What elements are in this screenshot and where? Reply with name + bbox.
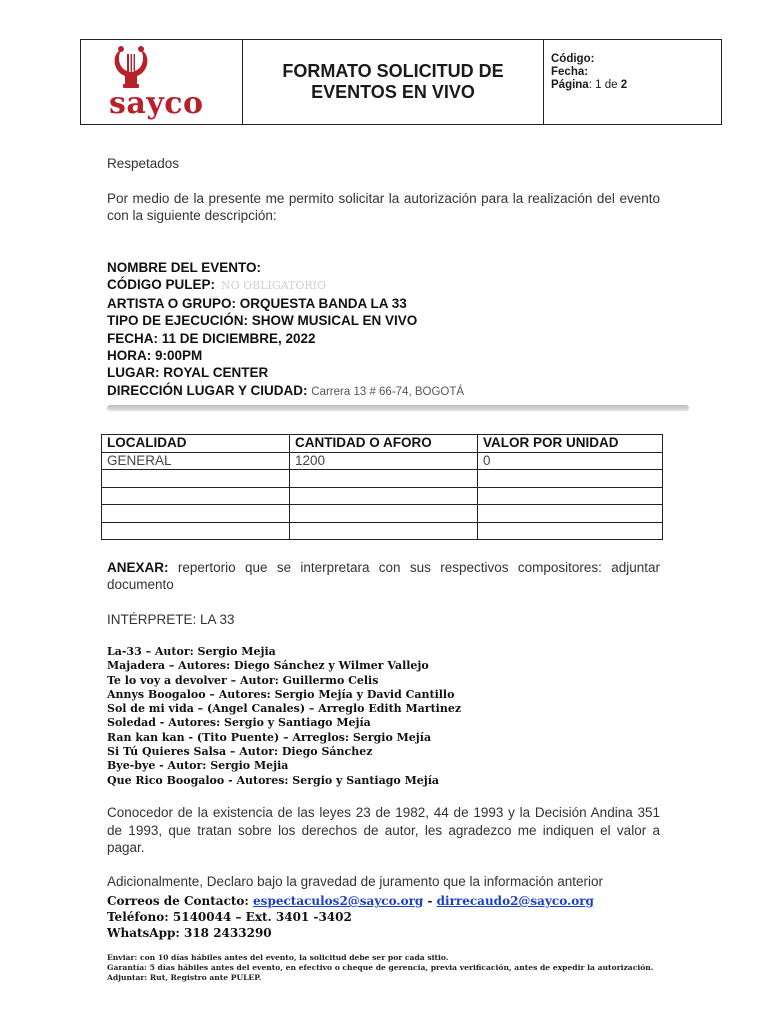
anexar-text: repertorio que se interpretara con sus respectivos compositores: adjuntar documento [107, 560, 660, 592]
table-header-valor: VALOR POR UNIDAD [478, 435, 663, 453]
interprete-line: INTÉRPRETE: LA 33 [107, 612, 235, 627]
table-header-row [102, 435, 663, 453]
email-separator: - [423, 894, 437, 908]
document-meta [544, 40, 721, 124]
table-cell [290, 470, 478, 488]
field-direccion-value: Carrera 13 # 66-74, BOGOTÁ [311, 385, 465, 398]
separator-shadow [107, 405, 689, 411]
table-cell [478, 487, 663, 505]
list-item: Majadera – Autores: Diego Sánchez y Wilmer Vallejo [107, 659, 429, 673]
pagina-label: Página [551, 79, 589, 91]
field-direccion-label: DIRECCIÓN LUGAR Y CIUDAD: [107, 382, 308, 398]
lyre-logo-icon [107, 44, 155, 90]
pagina-sep: : 1 de [588, 79, 621, 91]
table-row [102, 522, 663, 540]
list-item: Soledad - Autores: Sergio y Santiago Mejía [107, 716, 371, 730]
field-nombre: NOMBRE DEL EVENTO: [107, 260, 262, 275]
list-item: Ran kan kan - (Tito Puente) – Arreglos: Sergio Mejía [107, 730, 432, 744]
footnote-garantia: Garantía: 5 días hábiles antes del evento, en efectivo o cheque de gerencia, previa verificación, antes de expedir la autorización. [107, 963, 654, 972]
table-row [102, 487, 663, 505]
table-cell [290, 487, 478, 505]
table-row [102, 470, 663, 488]
list-item: Que Rico Boogaloo - Autores: Sergio y Santiago Mejía [107, 773, 440, 787]
document-title [243, 40, 544, 124]
correos-label: Correos de Contacto: [107, 894, 249, 908]
table-cell [102, 522, 290, 540]
field-codigo-value: NO OBLIGATORIO [221, 279, 327, 293]
document-header [80, 39, 722, 125]
footnotes [107, 953, 653, 983]
pagina-total: 2 [620, 79, 628, 91]
table-cell [102, 505, 290, 523]
footnote-adjuntar: Adjuntar: Rut, Registro ante PULEP. [107, 973, 262, 982]
logo-wordmark: sayco [109, 86, 204, 121]
table-row [102, 505, 663, 523]
event-fields [107, 259, 464, 401]
anexar-label: ANEXAR: [107, 560, 169, 575]
table-cell [102, 487, 290, 505]
table-row [102, 452, 663, 470]
field-direccion [107, 382, 464, 401]
list-item: Si Tú Quieres Salsa – Autor: Diego Sánchez [107, 745, 373, 759]
table-cell: 1200 [290, 452, 478, 470]
list-item: Sol de mi vida – (Angel Canales) – Arreglo Edith Martinez [107, 702, 462, 716]
table-cell [478, 470, 663, 488]
list-item: Te lo voy a devolver – Autor: Guillermo Celis [107, 673, 379, 687]
table-cell [478, 505, 663, 523]
intro-paragraph: Por medio de la presente me permito solicitar la autorización para la realización del evento con la siguiente descripción: [107, 191, 660, 223]
greeting: Respetados [107, 156, 180, 171]
list-item: Annys Boogaloo – Autores: Sergio Mejía y David Cantillo [107, 687, 455, 701]
fecha-label: Fecha: [551, 66, 589, 78]
email-link-espectaculos[interactable]: espectaculos2@sayco.org [253, 894, 424, 908]
localidad-table [101, 434, 663, 540]
field-codigo [107, 276, 464, 294]
telefono-line: Teléfono: 5140044 – Ext. 3401 -3402 [107, 910, 352, 924]
table-cell [102, 470, 290, 488]
table-cell [290, 522, 478, 540]
field-lugar: LUGAR: ROYAL CENTER [107, 365, 269, 381]
title-line-2: EVENTOS EN VIVO [311, 82, 475, 102]
table-cell [478, 522, 663, 540]
table-header-localidad: LOCALIDAD [102, 435, 290, 453]
anexar-paragraph [107, 559, 660, 593]
footnote-enviar: Enviar: con 10 días hábiles antes del evento, la solicitud debe ser por cada sitio. [107, 953, 449, 962]
field-fecha: FECHA: 11 DE DICIEMBRE, 2022 [107, 330, 316, 346]
title-line-1: FORMATO SOLICITUD DE [282, 61, 504, 81]
table-header-cantidad: CANTIDAD O AFORO [290, 435, 478, 453]
list-item: La-33 – Autor: Sergio Mejia [107, 645, 276, 658]
list-item: Bye-bye - Autor: Sergio Mejia [107, 759, 289, 773]
adicional-paragraph: Adicionalmente, Declaro bajo la gravedad de juramento que la información anterior [107, 874, 604, 889]
table-cell: GENERAL [102, 452, 290, 470]
field-tipo: TIPO DE EJECUCIÓN: SHOW MUSICAL EN VIVO [107, 313, 418, 329]
field-artista: ARTISTA O GRUPO: ORQUESTA BANDA LA 33 [107, 295, 407, 311]
email-link-dirrecaudo[interactable]: dirrecaudo2@sayco.org [436, 894, 594, 908]
codigo-label: Código: [551, 53, 595, 65]
logo-cell [81, 40, 243, 124]
field-hora: HORA: 9:00PM [107, 348, 203, 364]
field-codigo-label: CÓDIGO PULEP: [107, 277, 216, 293]
whatsapp-line: WhatsApp: 318 2433290 [107, 926, 272, 940]
contact-block [107, 893, 594, 941]
repertoire-list [107, 645, 461, 788]
conocedor-paragraph: Conocedor de la existencia de las leyes 23 de 1982, 44 de 1993 y la Decisión Andina 351 de 1993, que tratan sobre los derechos de autor, les agradezco me indiquen el valor a pagar. [107, 805, 660, 855]
table-cell [290, 505, 478, 523]
table-cell: 0 [478, 452, 663, 470]
